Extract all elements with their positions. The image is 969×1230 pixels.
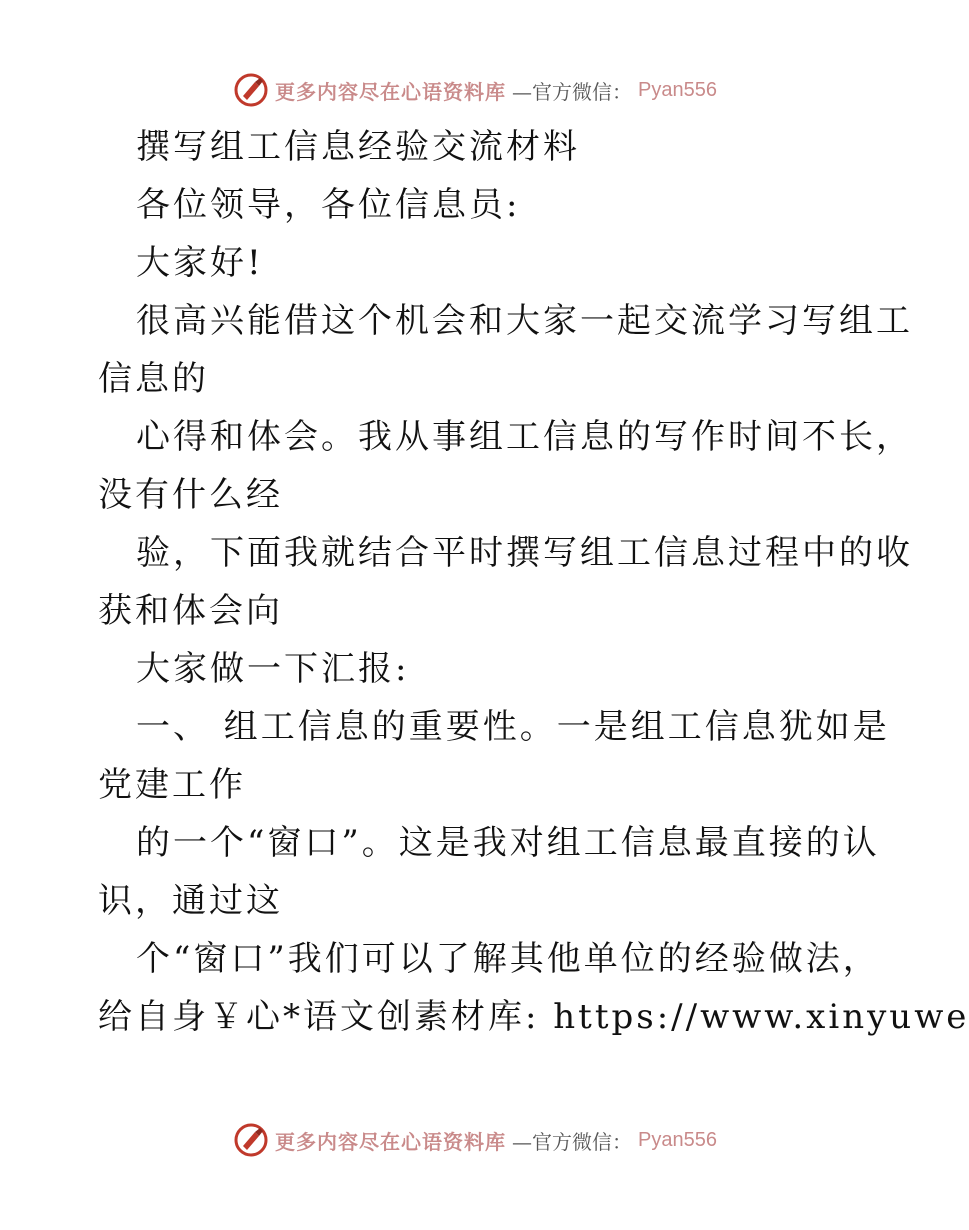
document-line: 个“窗口”我们可以了解其他单位的经验做法， xyxy=(136,939,880,979)
document-line: 各位领导，各位信息员: xyxy=(136,185,521,225)
header-banner-main: 更多内容尽在心语资料库 xyxy=(275,79,507,104)
document-body xyxy=(98,118,969,1046)
brand-logo-icon xyxy=(233,72,269,108)
brand-logo-icon xyxy=(233,1122,269,1158)
document-line: 没有什么经 xyxy=(98,475,283,515)
footer-banner-id: Pyan556 xyxy=(638,1128,717,1151)
header-banner-id: Pyan556 xyxy=(638,78,717,101)
document-line: 识，通过这 xyxy=(98,881,283,921)
header-banner-separator: —官方微信： xyxy=(512,79,633,104)
document-line: 信息的 xyxy=(98,359,209,399)
document-line: 心得和体会。我从事组工信息的写作时间不长， xyxy=(136,417,913,457)
document-line: 的一个“窗口”。这是我对组工信息最直接的认 xyxy=(136,823,880,863)
document-line: 党建工作 xyxy=(98,765,246,805)
footer-banner-main: 更多内容尽在心语资料库 xyxy=(275,1129,507,1154)
document-title: 撰写组工信息经验交流材料 xyxy=(136,127,580,167)
document-line: 很高兴能借这个机会和大家一起交流学习写组工 xyxy=(136,301,913,341)
document-line: 大家好! xyxy=(136,243,264,283)
footer-banner xyxy=(0,1118,950,1162)
header-banner xyxy=(0,68,950,112)
document-line: 获和体会向 xyxy=(98,591,283,631)
document-line: 给自身￥心*语文创素材库: https://www.xinyuwe xyxy=(98,997,969,1037)
document-line: 验，下面我就结合平时撰写组工信息过程中的收 xyxy=(136,533,913,573)
footer-banner-separator: —官方微信： xyxy=(512,1129,633,1154)
document-line: 大家做一下汇报: xyxy=(136,649,410,689)
document-line: 一、 组工信息的重要性。一是组工信息犹如是 xyxy=(136,707,890,747)
